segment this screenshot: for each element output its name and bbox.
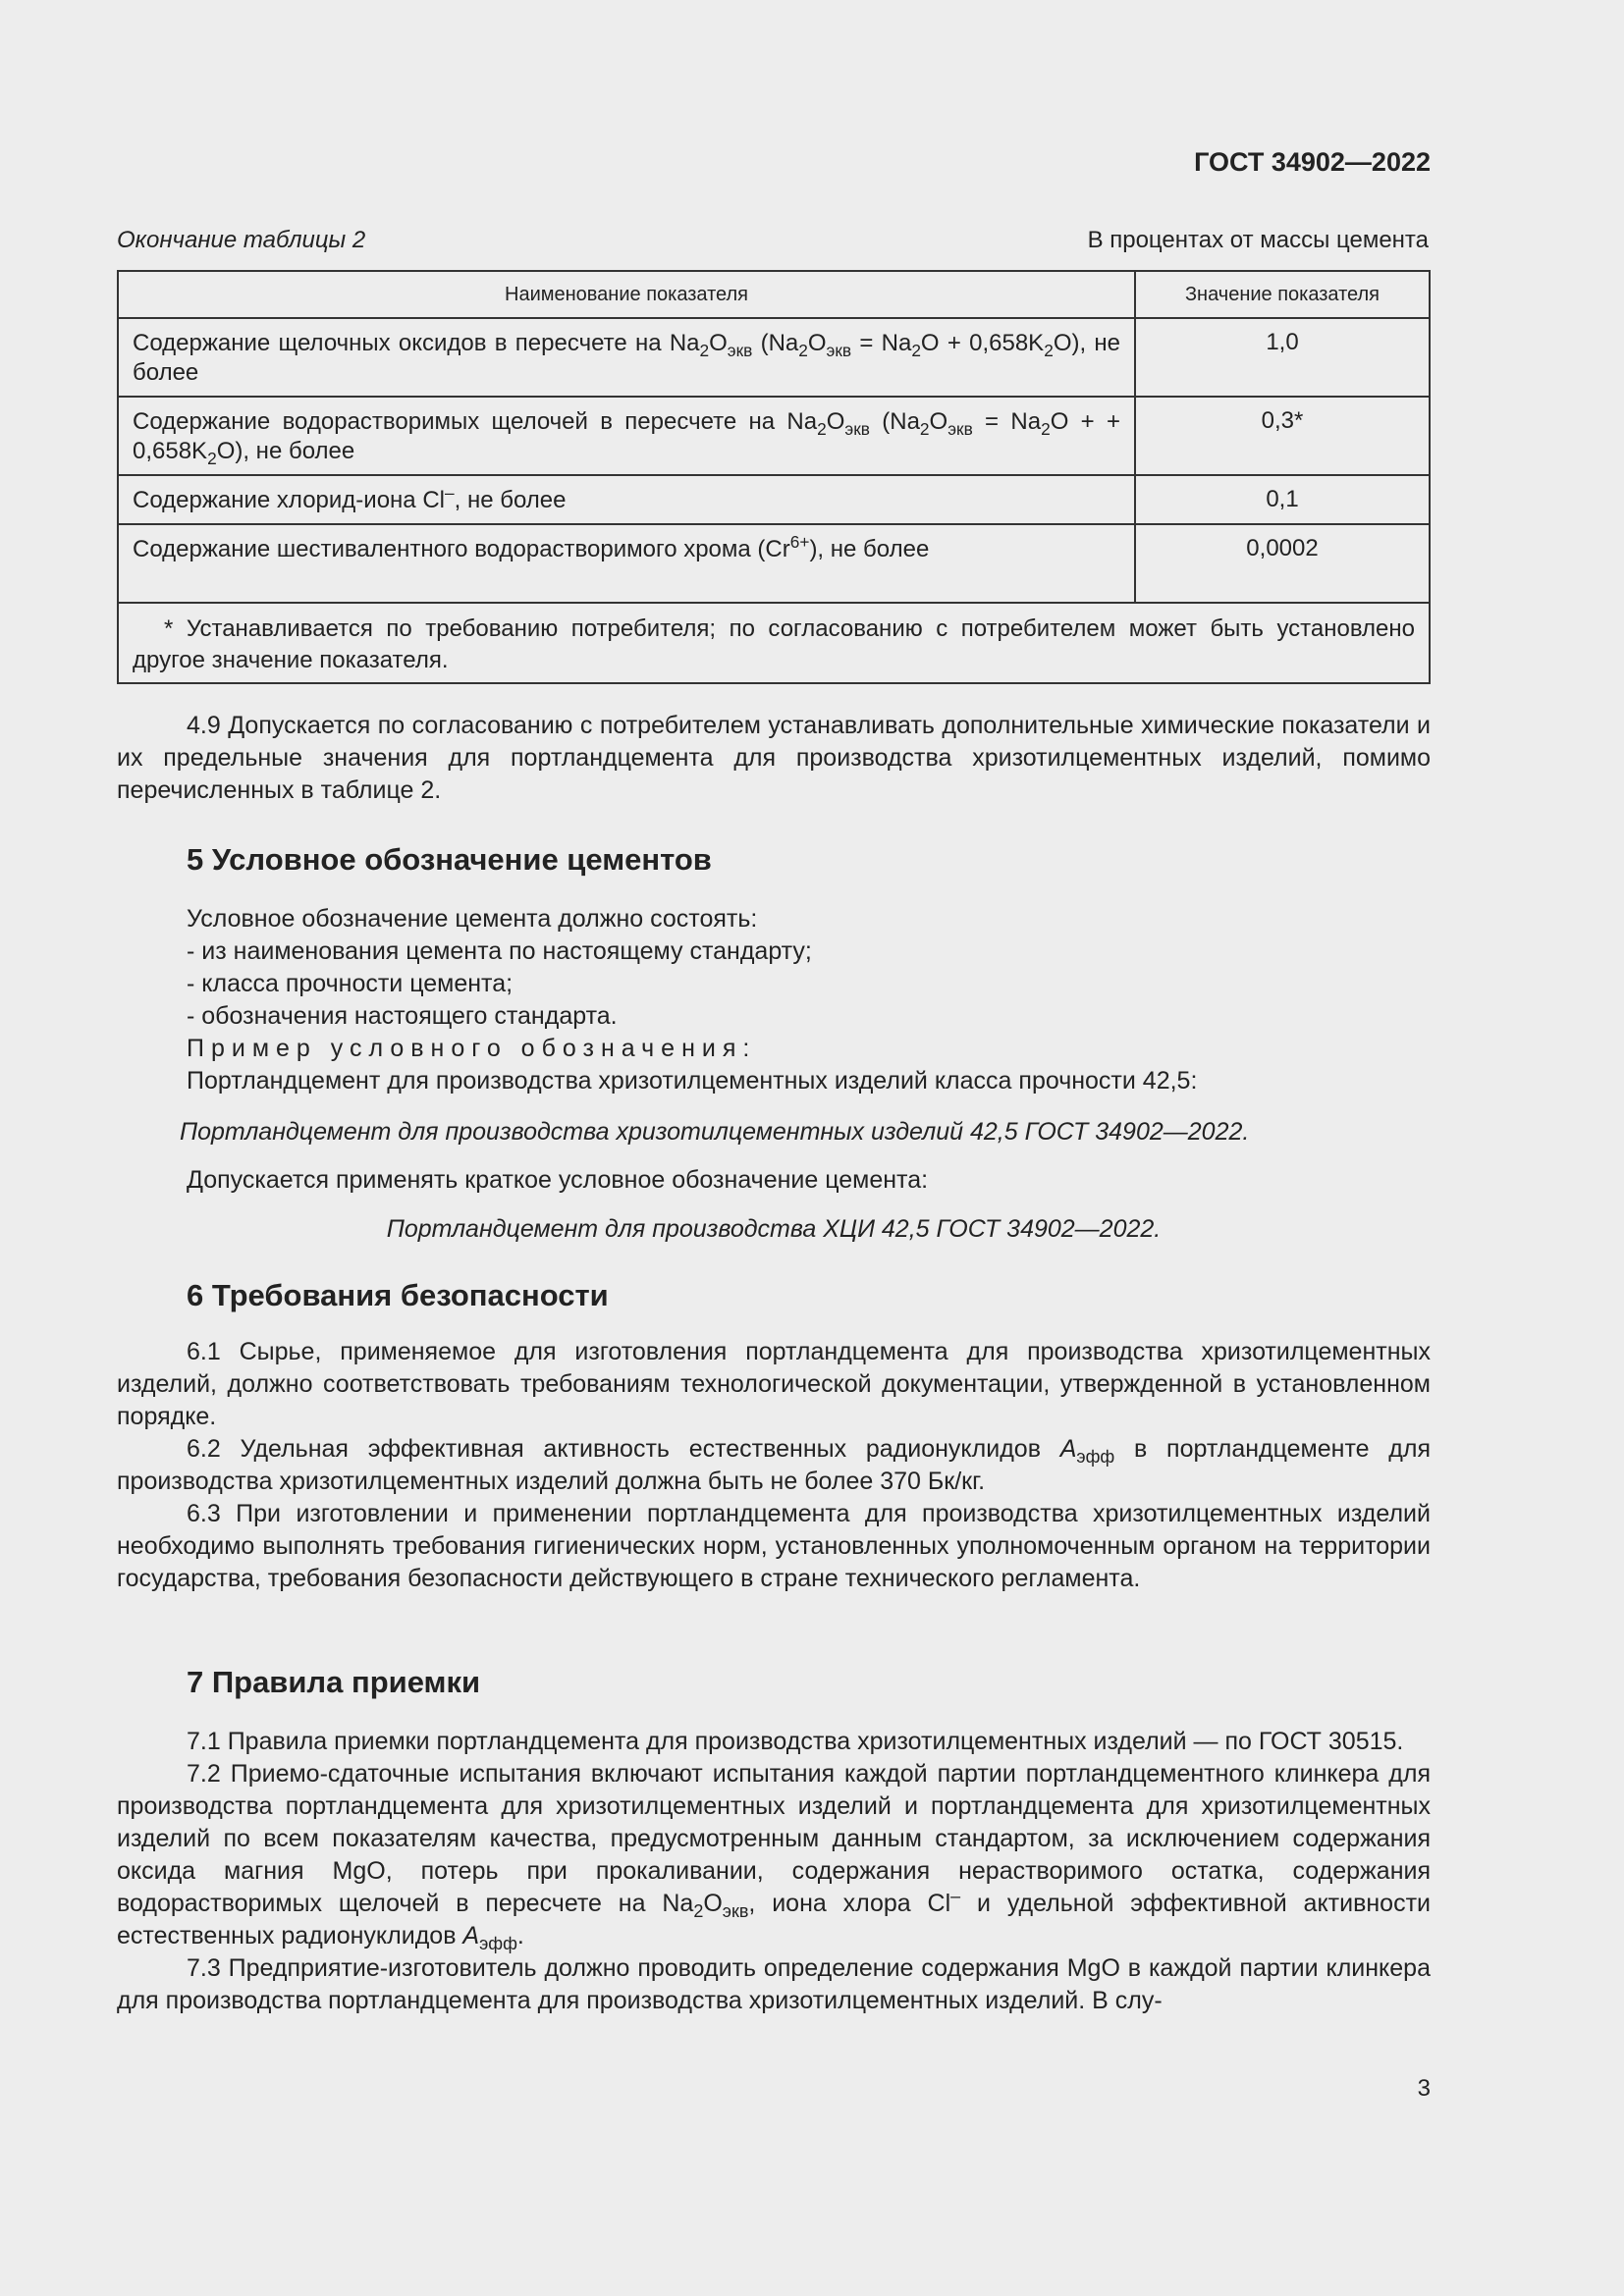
table-footnote-row [118, 603, 1430, 683]
table-cell-value: 1,0 [1135, 318, 1430, 397]
table-header-value: Значение показателя [1135, 271, 1430, 318]
table-cell-name: Содержание водорастворимых щелочей в пересчете на $Na_2O_{экв}$ ($Na_2O_{экв} = Na_2O$ + + $0,658K_2O$), не более [118, 397, 1135, 475]
paragraph-7-3: 7.3 Предприятие-изготовитель должно проводить определение содержания MgO в каждой партии клинкера для производства портландцемента для производства хризотилцементных изделий. В слу- [117, 1954, 1431, 2014]
table-header-row [118, 271, 1430, 318]
table-cell-name: Содержание шестивалентного водорастворимого хрома $(Cr^{6+})$, не более [118, 524, 1135, 603]
table-cell-value: 0,3* [1135, 397, 1430, 475]
paragraph-6-1: 6.1 Сырье, применяемое для изготовления портландцемента для производства хризотилцементных изделий, должно соответствовать требованиям технологической документации, утвержденной в установленном порядке. [117, 1338, 1431, 1430]
standard-number: ГОСТ 34902—2022 [1194, 147, 1431, 177]
list-item: - из наименования цемента по настоящему стандарту; [187, 937, 812, 965]
section-6-content [117, 1336, 1431, 1595]
table-cell-name: Содержание щелочных оксидов в пересчете на $Na_2O_{экв}$ $(Na_2O_{экв} = Na_2O + 0,658K_2O)$, не более [118, 318, 1135, 397]
table-footnote: * Устанавливается по требованию потребителя; по согласованию с потребителем может быть установлено другое значение показателя. [118, 603, 1430, 683]
table-caption-left: Окончание таблицы 2 [117, 227, 366, 253]
example-label: Пример условного обозначения: [187, 1035, 757, 1062]
section-5-title: 5 Условное обозначение цементов [187, 842, 712, 877]
paragraph-6-2: 6.2 Удельная эффективная активность естественных радионуклидов $A_{эфф}$ в портландцементе для производства хризотилцементных изделий должна быть не более 370 Бк/кг. [117, 1435, 1431, 1495]
example-short-block [117, 1213, 1431, 1246]
section-4-9 [117, 710, 1431, 807]
table-row [118, 397, 1430, 475]
section-6-title: 6 Требования безопасности [187, 1278, 609, 1312]
example-full-block [180, 1116, 1456, 1148]
short-intro: Допускается применять краткое условное обозначение цемента: [187, 1166, 929, 1194]
paragraph-4-9: 4.9 Допускается по согласованию с потребителем устанавливать дополнительные химические показатели и их предельные значения для портландцемента для производства хризотилцементных изделий, помимо перечисленных в таблице 2. [117, 712, 1431, 804]
table-caption [117, 227, 1429, 254]
section-6 [117, 1278, 1431, 1313]
table-cell-value: 0,1 [1135, 475, 1430, 524]
table-header-name: Наименование показателя [118, 271, 1135, 318]
list-item: - класса прочности цемента; [187, 970, 514, 997]
section-7-content [117, 1726, 1431, 2017]
table-row [118, 524, 1430, 603]
section-7 [117, 1665, 1431, 1700]
paragraph-7-2: 7.2 Приемо-сдаточные испытания включают испытания каждой партии портландцементного клинкера для производства портландцемента для хризотилцементных изделий и портландцемента для хризотилцементных изделий по всем показателям качества, предусмотренным данным стандартом, за исключением содержания оксида магния MgO, потерь при прокаливании, содержания нерастворимого остатка, содержания водорастворимых щелочей в пересчете на $Na_2O_{экв}$, иона хлора Cl– и удельной эффективной активности естественных радионуклидов $A_{эфф}$. [117, 1760, 1431, 1953]
page-number: 3 [1417, 2075, 1431, 2102]
short-intro-block [117, 1164, 1431, 1197]
section-5 [117, 842, 1431, 878]
example-text: Портландцемент для производства хризотилцементных изделий класса прочности 42,5: [187, 1067, 1198, 1095]
table-caption-right: В процентах от массы цемента [1087, 227, 1429, 253]
table-row [118, 318, 1430, 397]
section-7-title: 7 Правила приемки [187, 1665, 481, 1699]
example-full: Портландцемент для производства хризотилцементных изделий 42,5 ГОСТ 34902—2022. [180, 1118, 1250, 1146]
paragraph-6-3: 6.3 При изготовлении и применении портландцемента для производства хризотилцементных изделий необходимо выполнять требования гигиенических норм, установленных уполномоченным органом на территории государства, требования безопасности действующего в стране технического регламента. [117, 1500, 1431, 1592]
paragraph-7-1: 7.1 Правила приемки портландцемента для производства хризотилцементных изделий — по ГОСТ 30515. [187, 1728, 1404, 1755]
table-cell-value: 0,0002 [1135, 524, 1430, 603]
spec-table [117, 270, 1431, 684]
table-cell-name: Содержание хлорид-иона Cl–, не более [118, 475, 1135, 524]
section-5-content [117, 903, 1431, 1097]
section-5-intro: Условное обозначение цемента должно состоять: [187, 905, 758, 933]
table-row [118, 475, 1430, 524]
list-item: - обозначения настоящего стандарта. [187, 1002, 618, 1030]
example-short: Портландцемент для производства ХЦИ 42,5 ГОСТ 34902—2022. [386, 1215, 1162, 1243]
